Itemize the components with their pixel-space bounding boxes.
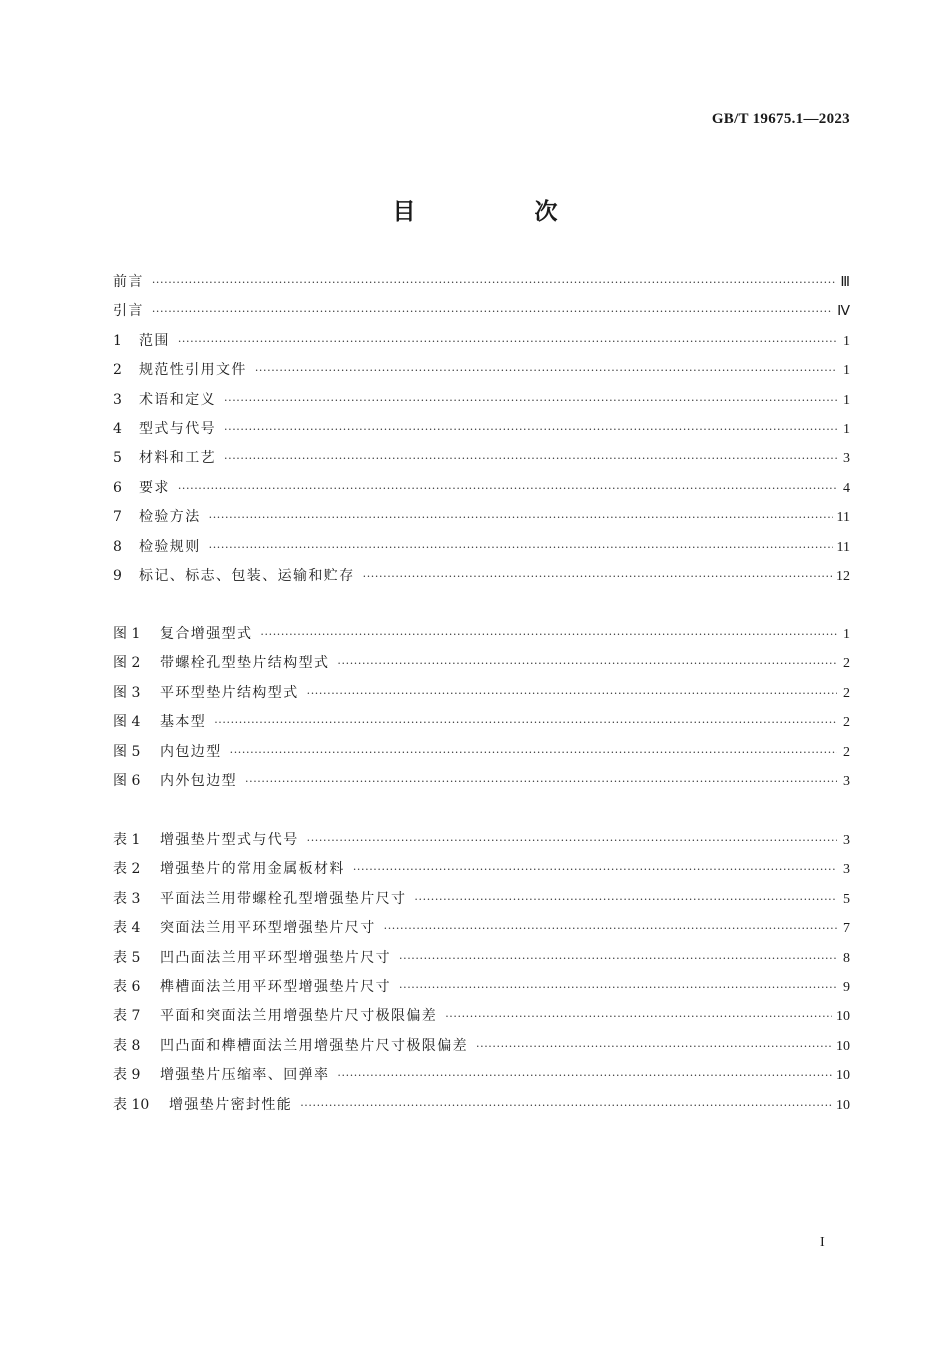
toc-figures — [113, 620, 850, 796]
dot-leader — [178, 327, 837, 356]
toc-entry-label: 增强垫片密封性能 — [169, 1096, 293, 1113]
dot-leader — [476, 1032, 832, 1061]
toc-entry-page: Ⅲ — [840, 275, 850, 290]
toc-entry[interactable] — [113, 268, 850, 297]
toc-entry-page: 10 — [836, 1097, 850, 1113]
toc-entry-number: 9 — [113, 567, 122, 584]
toc-entry-label: 材料和工艺 — [139, 450, 216, 467]
toc-entry-page: 2 — [843, 744, 850, 760]
toc-entry-page: 7 — [843, 921, 850, 937]
toc-entry[interactable] — [113, 297, 850, 326]
toc-entry[interactable] — [113, 885, 850, 914]
toc-entry-page: Ⅳ — [837, 304, 850, 320]
toc-entry-page: 10 — [836, 1038, 850, 1054]
dot-leader — [230, 738, 837, 767]
dot-leader — [337, 1061, 832, 1090]
dot-leader — [307, 826, 837, 855]
toc-entry[interactable] — [113, 327, 850, 356]
toc-entry[interactable] — [113, 474, 850, 503]
toc-entry[interactable] — [113, 1002, 850, 1031]
dot-leader — [224, 444, 837, 473]
toc-entry-number: 7 — [113, 509, 122, 526]
toc-entry-number: 5 — [113, 450, 122, 467]
dot-leader — [337, 649, 837, 678]
toc-entry-label: 内外包边型 — [160, 772, 237, 789]
toc-entry-number: 表 9 — [113, 1067, 141, 1084]
toc-entry[interactable] — [113, 415, 850, 444]
dot-leader — [255, 356, 837, 385]
dot-leader — [399, 944, 837, 973]
toc-entry-page: 5 — [843, 891, 850, 907]
toc-entry-page: 11 — [836, 539, 850, 555]
toc-entry-label: 前言 — [113, 274, 144, 290]
toc-entry-number: 表 6 — [113, 978, 141, 995]
toc-entry-label: 复合增强型式 — [160, 626, 253, 642]
toc-entry[interactable] — [113, 620, 850, 649]
toc-entry[interactable] — [113, 973, 850, 1002]
toc-entry-label: 突面法兰用平环型增强垫片尺寸 — [160, 920, 376, 937]
toc-entry-page: 8 — [843, 950, 850, 966]
toc-entry-number: 6 — [113, 479, 122, 496]
toc-entry-label: 标记、标志、包装、运输和贮存 — [139, 567, 355, 584]
dot-leader — [445, 1002, 832, 1031]
dot-leader — [224, 415, 837, 444]
toc-sections — [113, 268, 850, 591]
page-folio: I — [820, 1235, 825, 1250]
toc-entry-page: 10 — [836, 1009, 850, 1025]
toc-entry-page: 1 — [843, 627, 850, 642]
toc-entry[interactable] — [113, 1032, 850, 1061]
toc-entry[interactable] — [113, 679, 850, 708]
toc-entry-label: 带螺栓孔型垫片结构型式 — [160, 655, 330, 672]
toc-entry-number: 表 10 — [113, 1096, 150, 1113]
toc-entry-label: 平环型垫片结构型式 — [160, 684, 299, 701]
toc-entry-number: 表 7 — [113, 1008, 141, 1025]
dot-leader — [307, 679, 837, 708]
toc-entry-page: 12 — [836, 568, 850, 584]
dot-leader — [152, 268, 837, 297]
toc-entry-page: 3 — [843, 773, 850, 789]
toc-entry[interactable] — [113, 1091, 850, 1120]
toc-entry-number: 表 3 — [113, 890, 141, 907]
toc-entry-page: 10 — [836, 1068, 850, 1084]
toc-entry-label: 凹凸面法兰用平环型增强垫片尺寸 — [160, 949, 391, 966]
toc-entry-page: 1 — [843, 421, 850, 437]
dot-leader — [300, 1091, 832, 1120]
toc-entry-number: 图 2 — [113, 655, 141, 672]
toc-entry-label: 增强垫片的常用金属板材料 — [160, 861, 345, 878]
toc-entry-label: 增强垫片压缩率、回弹率 — [160, 1067, 330, 1084]
toc-entry-page: 3 — [843, 451, 850, 467]
toc-entry[interactable] — [113, 356, 850, 385]
standard-code: GB/T 19675.1—2023 — [711, 111, 850, 127]
toc-entry-label: 平面和突面法兰用增强垫片尺寸极限偏差 — [160, 1008, 438, 1025]
toc-entry[interactable] — [113, 767, 850, 796]
toc-entry[interactable] — [113, 386, 850, 415]
toc-entry-number: 3 — [113, 391, 122, 408]
toc-entry-number: 8 — [113, 538, 122, 555]
toc-entry-number: 表 5 — [113, 949, 141, 966]
dot-leader — [152, 297, 833, 326]
toc-entry-label: 凹凸面和榫槽面法兰用增强垫片尺寸极限偏差 — [160, 1037, 468, 1054]
dot-leader — [214, 708, 837, 737]
toc-entry[interactable] — [113, 533, 850, 562]
toc-entry-number: 图 4 — [113, 714, 141, 731]
toc-entry-page: 2 — [843, 656, 850, 672]
toc-entry-page: 3 — [843, 833, 850, 848]
toc-tables — [113, 826, 850, 1120]
toc-entry-label: 内包边型 — [160, 743, 222, 760]
toc-entry-number: 图 1 — [113, 626, 141, 642]
page-title: 目 次 — [392, 199, 606, 225]
toc-entry-label: 要求 — [139, 479, 170, 496]
toc-entry[interactable] — [113, 503, 850, 532]
toc-entry-label: 基本型 — [160, 714, 207, 731]
toc-entry-label: 榫槽面法兰用平环型增强垫片尺寸 — [160, 978, 391, 995]
toc-entry-page: 2 — [843, 715, 850, 731]
toc-entry-label: 检验规则 — [139, 538, 201, 555]
toc-entry-number: 1 — [113, 332, 122, 349]
toc-entry-label: 型式与代号 — [139, 420, 216, 437]
toc-entry[interactable] — [113, 1061, 850, 1090]
toc-entry[interactable] — [113, 444, 850, 473]
toc-entry-page: 9 — [843, 979, 850, 995]
toc-entry-page: 11 — [836, 510, 850, 526]
toc-entry-page: 4 — [843, 480, 850, 496]
toc-entry-label: 检验方法 — [139, 509, 201, 526]
toc-entry-number: 图 3 — [113, 684, 141, 701]
dot-leader — [245, 767, 837, 796]
toc-entry-page: 3 — [843, 862, 850, 878]
toc-entry[interactable] — [113, 649, 850, 678]
toc-entry-label: 增强垫片型式与代号 — [160, 832, 299, 848]
dot-leader — [260, 620, 837, 649]
dot-leader — [414, 885, 837, 914]
toc-entry[interactable] — [113, 914, 850, 943]
toc-entry-number: 4 — [113, 420, 122, 437]
toc-entry-number: 图 5 — [113, 743, 141, 760]
dot-leader — [178, 474, 837, 503]
toc-entry-number: 图 6 — [113, 772, 141, 789]
toc-entry-label: 平面法兰用带螺栓孔型增强垫片尺寸 — [160, 890, 407, 907]
toc-entry[interactable] — [113, 562, 850, 591]
toc-entry-label: 引言 — [113, 303, 144, 320]
toc-entry-number: 表 1 — [113, 832, 141, 848]
dot-leader — [209, 533, 833, 562]
toc-entry-number: 2 — [113, 362, 122, 379]
dot-leader — [363, 562, 832, 591]
toc-entry-label: 规范性引用文件 — [139, 362, 247, 379]
toc-entry-number: 表 4 — [113, 920, 141, 937]
toc-entry[interactable] — [113, 944, 850, 973]
toc-entry-page: 2 — [843, 685, 850, 701]
toc-entry[interactable] — [113, 855, 850, 884]
toc-entry-page: 1 — [843, 392, 850, 408]
dot-leader — [399, 973, 837, 1002]
toc-entry[interactable] — [113, 826, 850, 855]
dot-leader — [353, 855, 837, 884]
toc-entry-label: 术语和定义 — [139, 391, 216, 408]
toc-entry-page: 1 — [843, 333, 850, 349]
dot-leader — [224, 386, 837, 415]
toc-entry-label: 范围 — [139, 332, 170, 349]
toc-entry-number: 表 2 — [113, 861, 141, 878]
dot-leader — [384, 914, 837, 943]
dot-leader — [209, 503, 833, 532]
toc-entry-page: 1 — [843, 363, 850, 379]
toc-entry-number: 表 8 — [113, 1037, 141, 1054]
toc-entry[interactable] — [113, 738, 850, 767]
toc-entry[interactable] — [113, 708, 850, 737]
